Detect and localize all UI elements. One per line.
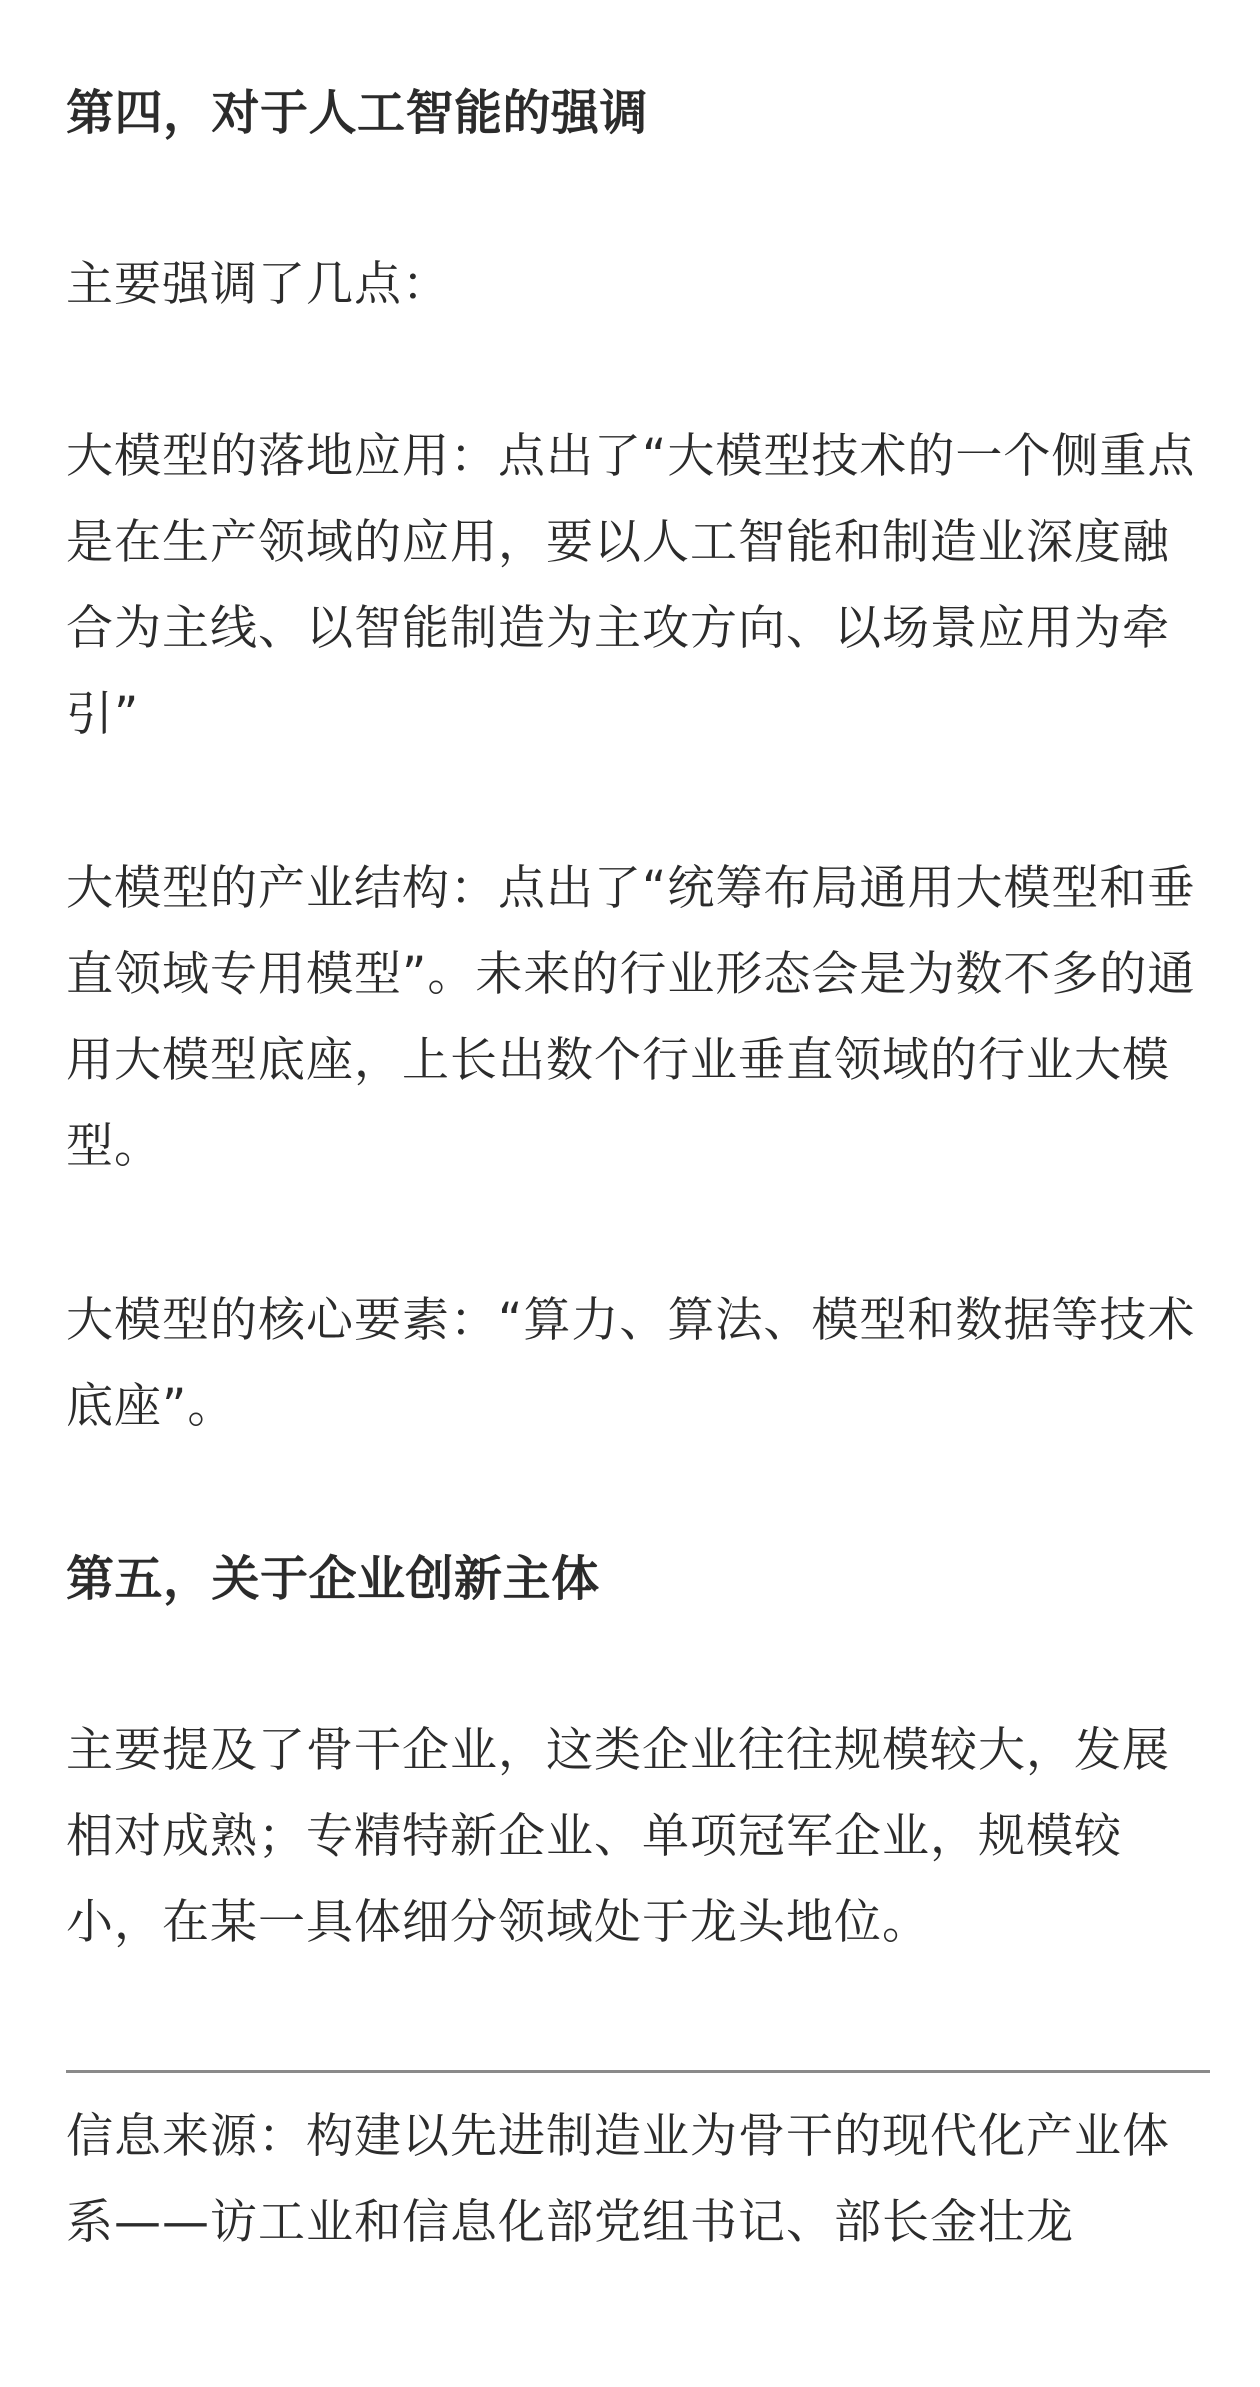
source-divider <box>66 2070 1210 2073</box>
section5-body: 主要提及了骨干企业，这类企业往往规模较大，发展相对成熟；专精特新企业、单项冠军企业，规模较小，在某一具体细分领域处于龙头地位。 <box>66 1723 1170 1950</box>
section4-intro: 主要强调了几点： <box>66 257 450 312</box>
section4-point-2: 大模型的产业结构：点出了“统筹布局通用大模型和垂直领域专用模型”。未来的行业形态会是为数不多的通用大模型底座，上长出数个行业垂直领域的行业大模型。 <box>66 861 1196 1174</box>
section4-heading: 第四，对于人工智能的强调 <box>66 85 649 141</box>
source-citation: 信息来源：构建以先进制造业为骨干的现代化产业体系——访工业和信息化部党组书记、部长金壮龙 <box>66 2109 1170 2250</box>
section4-point-1: 大模型的落地应用：点出了“大模型技术的一个侧重点是在生产领域的应用，要以人工智能和制造业深度融合为主线、以智能制造为主攻方向、以场景应用为牵引” <box>66 429 1196 742</box>
section4-point-3: 大模型的核心要素：“算力、算法、模型和数据等技术底座”。 <box>66 1293 1196 1434</box>
section5-heading: 第五，关于企业创新主体 <box>66 1551 600 1607</box>
